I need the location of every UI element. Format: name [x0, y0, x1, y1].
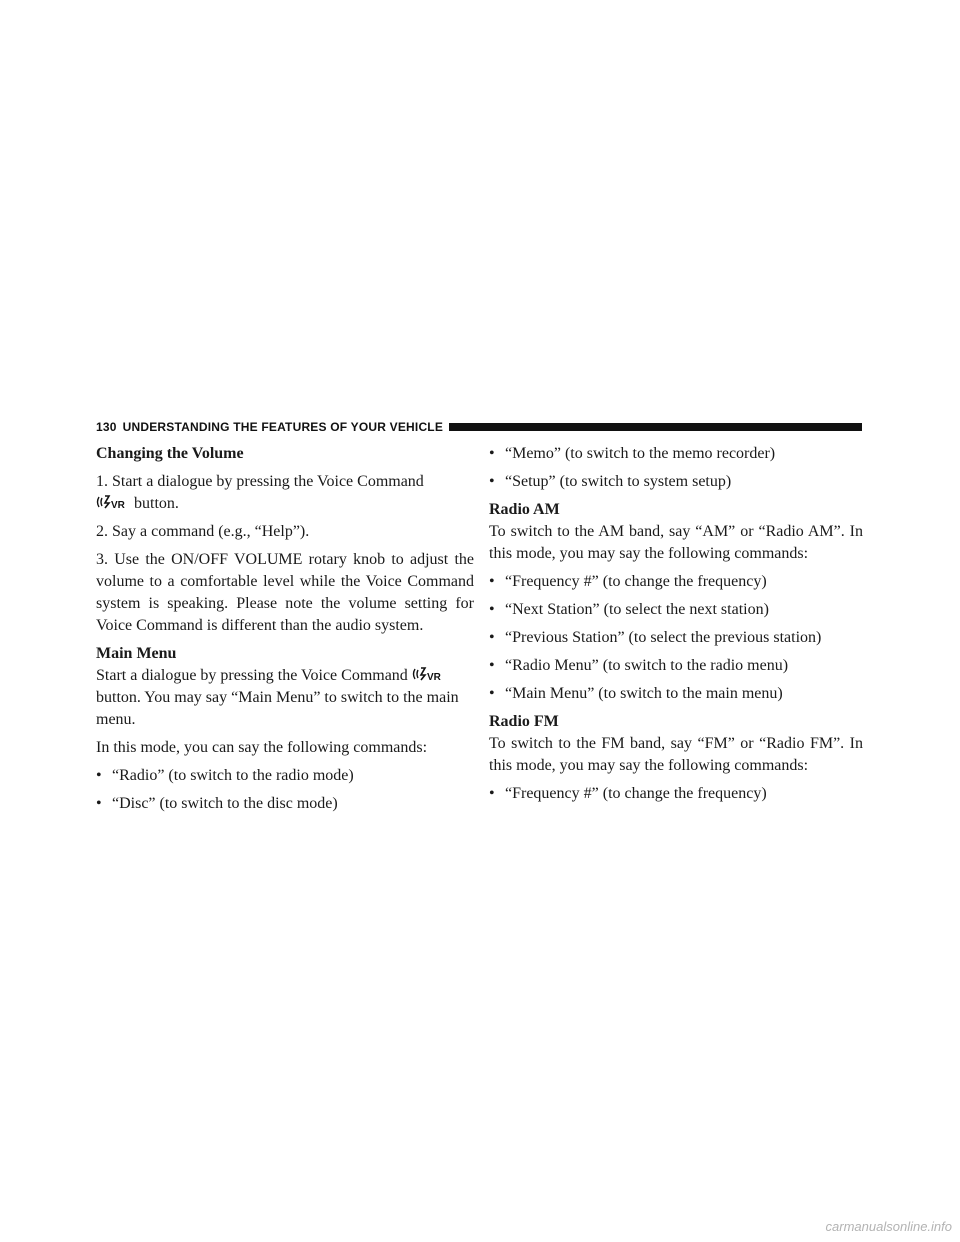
- list-item: • “Frequency #” (to change the frequency): [489, 573, 767, 590]
- left-column: [96, 443, 474, 821]
- radio-am-paragraph: To switch to the AM band, say “AM” or “Radio AM”. In this mode, you may say the following commands:: [489, 523, 863, 562]
- step-2: 2. Say a command (e.g., “Help”).: [96, 523, 310, 540]
- header-rule: [449, 423, 862, 431]
- voice-command-icon: [96, 494, 130, 510]
- svg-text:VR: VR: [111, 500, 125, 510]
- page-number: 130: [96, 420, 117, 434]
- list-item: • “Disc” (to switch to the disc mode): [96, 795, 338, 812]
- header-title: UNDERSTANDING THE FEATURES OF YOUR VEHICLE: [122, 420, 444, 434]
- heading-radio-am: Radio AM: [489, 501, 560, 518]
- heading-changing-volume: Changing the Volume: [96, 445, 244, 462]
- svg-text:VR: VR: [426, 672, 441, 682]
- list-item: • “Frequency #” (to change the frequency): [489, 785, 767, 802]
- list-item: • “Memo” (to switch to the memo recorder): [489, 445, 776, 462]
- list-item: • “Next Station” (to select the next station): [489, 601, 769, 618]
- watermark: carmanualsonline.info: [825, 1219, 952, 1234]
- list-item: • “Radio” (to switch to the radio mode): [96, 767, 354, 784]
- right-column: [489, 443, 863, 811]
- radio-fm-paragraph: To switch to the FM band, say “FM” or “Radio FM”. In this mode, you may say the following commands:: [489, 735, 863, 774]
- list-item: • “Main Menu” (to switch to the main menu): [489, 685, 783, 702]
- step-3: 3. Use the ON/OFF VOLUME rotary knob to adjust the volume to a comfortable level while the Voice Command system is speaking. Please note the volume setting for Voice Command is different than the audio system.: [96, 551, 474, 634]
- page-header: [96, 418, 862, 436]
- main-menu-commands-intro: In this mode, you can say the following commands:: [96, 739, 428, 756]
- heading-radio-fm: Radio FM: [489, 713, 559, 730]
- voice-command-icon: [412, 666, 446, 682]
- list-item: • “Previous Station” (to select the previous station): [489, 629, 822, 646]
- step-1: 1. Start a dialogue by pressing the Voice Command VR button.: [96, 473, 424, 512]
- heading-main-menu: Main Menu: [96, 645, 177, 662]
- list-item: • “Radio Menu” (to switch to the radio menu): [489, 657, 789, 674]
- list-item: • “Setup” (to switch to system setup): [489, 473, 732, 490]
- main-menu-paragraph: Start a dialogue by pressing the Voice Command VR button. You may say “Main Menu” to switch to the main menu.: [96, 667, 459, 728]
